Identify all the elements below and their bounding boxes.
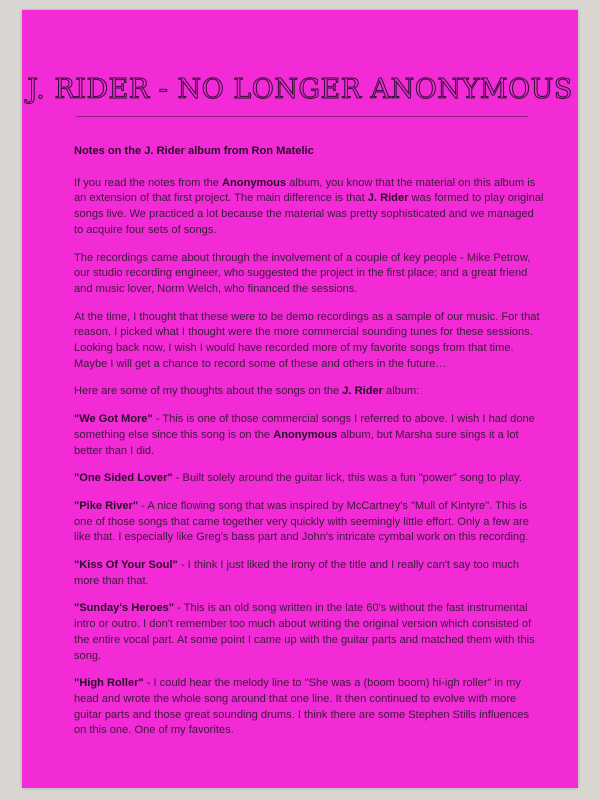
song-note-kiss-of-your-soul	[74, 558, 544, 589]
page-title: J. RIDER - NO LONGER ANONYMOUS	[27, 74, 573, 105]
notes-heading: Notes on the J. Rider album from Ron Matelic	[74, 145, 314, 157]
liner-notes-sheet	[22, 10, 578, 788]
text-span: If you read the notes from the	[74, 176, 222, 189]
text-span: album:	[382, 385, 420, 398]
song-text: - A nice flowing song that was inspired by McCartney's "Mull of Kintyre". This is one of those songs that came together very quickly with seemingly little effort. Only a few are like that. I especially like Greg's bass part and John's intricate cymbal work on this recording.	[74, 499, 529, 544]
song-text: - I could hear the melody line to "She was a (boom boom) hi-igh roller" in my head and wrote the whole song around that one line. It then continued to evolve with more guitar parts and those great sounding drums. I think there are some Stephen Stills influences on this one. One of my favorites.	[74, 677, 530, 737]
song-title: "Pike River"	[74, 499, 139, 512]
band-name: J. Rider	[367, 192, 409, 205]
intro-paragraph-3: At the time, I thought that these were to be demo recordings as a sample of our music. For that reason, I picked what I thought were the more commercial sounding tunes for these sessions. Looking back now, I wish I would have recorded more of my favorite songs from that time. Maybe I will get a chance to record some of these and others in the future…	[74, 310, 540, 370]
song-text: album, but Marsha sure sings it a lot better than I did.	[74, 428, 519, 457]
song-note-one-sided-lover	[74, 471, 544, 487]
album-name: Anonymous	[273, 428, 338, 441]
song-title: "High Roller"	[74, 677, 144, 690]
song-text: - I think I just liked the irony of the title and I really can't say too much more than that.	[74, 559, 520, 587]
song-title: "Sunday's Heroes"	[74, 602, 175, 615]
song-note-high-roller	[74, 676, 544, 739]
album-name: J. Rider	[342, 385, 383, 398]
notes-body	[74, 144, 544, 751]
title-underline	[76, 116, 528, 117]
song-title: "One Sided Lover"	[74, 472, 173, 485]
album-name: Anonymous	[222, 176, 287, 189]
song-title: "Kiss Of Your Soul"	[74, 559, 178, 572]
text-span: Here are some of my thoughts about the songs on the	[74, 385, 343, 398]
intro-paragraph-2: The recordings came about through the involvement of a couple of key people - Mike Petrow, our studio recording engineer, who suggested the project in the first place; and a great friend and music lover, Norm Welch, who financed the sessions.	[74, 251, 531, 295]
intro-paragraph-1	[74, 176, 544, 239]
song-text: - Built solely around the guitar lick, this was a fun "power" song to play.	[172, 472, 522, 485]
song-note-pike-river	[74, 499, 544, 546]
text-span: album, you know that the material on this album is an extension of that first project. The main difference is that	[74, 176, 536, 205]
song-text: - This is an old song written in the late 60's without the fast instrumental intro or outro. I don't remember too much about writing the original version which consisted of the entire vocal part. At some point I came up with the guitar parts and matched them with this song.	[74, 602, 535, 662]
text-span: was formed to play original songs live. We practiced a lot because the material was pretty sophisticated and we managed to acquire four sets of songs.	[74, 192, 544, 236]
song-note-we-got-more	[74, 412, 544, 459]
song-text: - This is one of those commercial songs I referred to above. I wish I had done something else since this song is on the	[74, 413, 535, 441]
song-note-sundays-heroes	[74, 601, 544, 664]
song-title: "We Got More"	[74, 413, 153, 426]
intro-paragraph-4	[74, 384, 544, 400]
